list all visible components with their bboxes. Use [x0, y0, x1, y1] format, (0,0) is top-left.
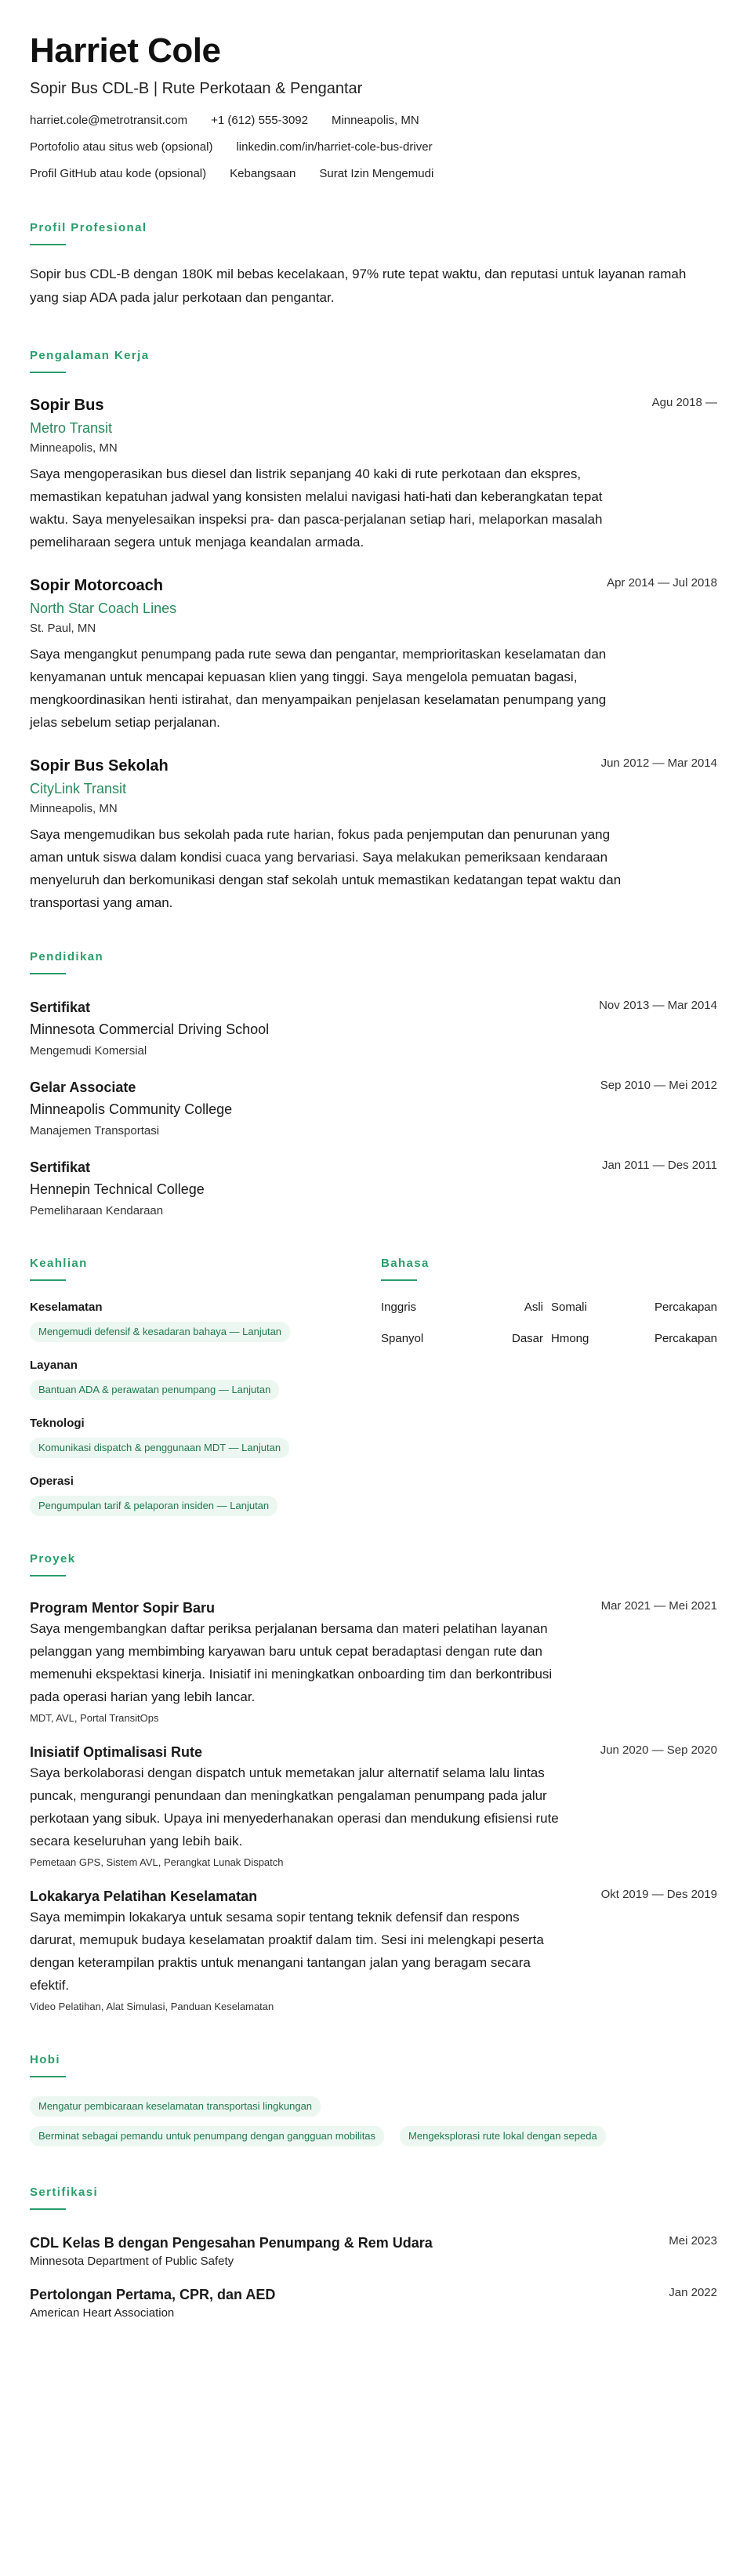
job-title: Sopir Motorcoach — [30, 577, 164, 594]
experience-entry — [30, 575, 717, 734]
education-field: Pemeliharaan Kendaraan — [30, 1204, 164, 1217]
section-divider — [30, 2208, 66, 2210]
section-title-certifications: Sertifikasi — [30, 2186, 99, 2199]
job-company: Metro Transit — [30, 420, 113, 436]
contact-portfolio[interactable]: Portofolio atau situs web (opsional) — [30, 140, 213, 154]
section-divider — [381, 1279, 417, 1281]
section-title-experience: Pengalaman Kerja — [30, 349, 150, 362]
education-field: Manajemen Transportasi — [30, 1124, 160, 1137]
contact-row-primary — [30, 113, 717, 129]
education-school: Minneapolis Community College — [30, 1101, 233, 1117]
certification-issuer: Minnesota Department of Public Safety — [30, 2255, 234, 2268]
skill-tag: Pengumpulan tarif & pelaporan insiden — Lanjutan — [30, 1496, 277, 1516]
hobby-tags — [30, 2096, 717, 2117]
summary-text: Sopir bus CDL-B dengan 180K mil bebas kecelakaan, 97% rute tepat waktu, dan reputasi untuk layanan ramah yang siap ADA pada jalur perkotaan dan pengantar. — [30, 267, 687, 305]
education-school: Hennepin Technical College — [30, 1181, 205, 1197]
section-title-education: Pendidikan — [30, 950, 104, 963]
skill-tag: Mengemudi defensif & kesadaran bahaya — Lanjutan — [30, 1322, 290, 1342]
project-entry — [30, 1598, 717, 1725]
language-name: Inggris — [381, 1301, 417, 1314]
skill-group — [30, 1474, 381, 1516]
section-title-skills: Keahlian — [30, 1257, 88, 1270]
contact-linkedin[interactable]: linkedin.com/in/harriet-cole-bus-driver — [236, 140, 433, 154]
education-school: Minnesota Commercial Driving School — [30, 1021, 270, 1037]
certification-entry — [30, 2233, 717, 2269]
project-entry — [30, 1887, 717, 2014]
contact-email[interactable]: harriet.cole@metrotransit.com — [30, 114, 188, 127]
job-date: Apr 2014 — Jul 2018 — [607, 576, 717, 590]
job-company: North Star Coach Lines — [30, 600, 177, 616]
education-entry — [30, 1158, 717, 1219]
certifications-section — [30, 2186, 717, 2321]
job-company: CityLink Transit — [30, 781, 127, 796]
job-description: Saya mengoperasikan bus diesel dan listrik sepanjang 40 kaki di rute perkotaan dan ekspres, memastikan kepatuhan jadwal yang konsisten melalui navigasi hati-hati dan keberangkatan tepat waktu. Saya menyelesaikan inspeksi pra- dan pasca-perjalanan setiap hari, melaporkan masalah pemeliharaan segera untuk menjaga keandalan armada. — [30, 466, 603, 550]
section-divider — [30, 973, 66, 974]
contact-license: Surat Izin Mengemudi — [319, 167, 434, 180]
certification-entry — [30, 2285, 717, 2321]
skill-category: Keselamatan — [30, 1301, 103, 1314]
skill-group — [30, 1358, 381, 1400]
section-title-projects: Proyek — [30, 1552, 76, 1566]
contact-github[interactable]: Profil GitHub atau kode (opsional) — [30, 167, 207, 180]
contact-location: Minneapolis, MN — [331, 114, 419, 127]
section-divider — [30, 1279, 66, 1281]
contact-row-extra — [30, 166, 717, 182]
skills-section — [30, 1219, 381, 1516]
job-date: Agu 2018 — — [651, 396, 717, 409]
section-divider — [30, 244, 66, 245]
experience-section — [30, 349, 717, 914]
education-degree: Sertifikat — [30, 1000, 91, 1015]
project-name: Lokakarya Pelatihan Keselamatan — [30, 1888, 258, 1904]
project-name: Inisiatif Optimalisasi Rute — [30, 1744, 203, 1760]
language-level: Percakapan — [654, 1332, 717, 1345]
section-title-languages: Bahasa — [381, 1257, 430, 1270]
skill-group — [30, 1300, 381, 1342]
project-description: Saya berkolaborasi dengan dispatch untuk memetakan jalur alternatif selama lalu lintas puncak, mengurangi penundaan dan meningkatkan pengalaman penumpang pada jalur perkotaan yang sibuk. Upaya ini menyederhanakan operasi dan mendukung efisiensi rute secara keseluruhan yang lebih baik. — [30, 1765, 559, 1849]
job-date: Jun 2012 — Mar 2014 — [600, 756, 717, 770]
certification-name: CDL Kelas B dengan Pengesahan Penumpang & Rem Udara — [30, 2235, 433, 2251]
education-field: Mengemudi Komersial — [30, 1044, 147, 1058]
certification-date: Mei 2023 — [669, 2234, 717, 2248]
contact-phone[interactable]: +1 (612) 555-3092 — [211, 114, 308, 127]
skill-category: Layanan — [30, 1359, 78, 1372]
section-title-summary: Profil Profesional — [30, 221, 147, 234]
contact-row-links — [30, 140, 717, 155]
skill-tag: Komunikasi dispatch & penggunaan MDT — Lanjutan — [30, 1438, 289, 1458]
language-name: Somali — [551, 1301, 587, 1314]
summary-section — [30, 221, 717, 310]
hobby-tags — [30, 2126, 717, 2146]
education-entry — [30, 1078, 717, 1139]
job-description: Saya mengemudikan bus sekolah pada rute harian, fokus pada penjemputan dan penurunan yang aman untuk siswa dalam kondisi cuaca yang bervariasi. Saya melakukan pemeriksaan kendaraan menyeluruh dan berkomunikasi dengan staf sekolah untuk memastikan kedatangan tepat waktu dan transportasi yang aman. — [30, 827, 622, 910]
candidate-headline: Sopir Bus CDL-B | Rute Perkotaan & Pengantar — [30, 80, 363, 97]
job-location: Minneapolis, MN — [30, 441, 118, 455]
project-date: Mar 2021 — Mei 2021 — [600, 1599, 717, 1613]
education-section — [30, 950, 717, 1219]
projects-section — [30, 1552, 717, 2014]
certification-issuer: American Heart Association — [30, 2306, 175, 2320]
project-tech: Video Pelatihan, Alat Simulasi, Panduan Keselamatan — [30, 2001, 274, 2012]
education-date: Nov 2013 — Mar 2014 — [599, 999, 717, 1012]
section-divider — [30, 372, 66, 373]
language-name: Hmong — [551, 1332, 589, 1345]
languages-section — [381, 1219, 717, 1516]
job-description: Saya mengangkut penumpang pada rute sewa dan pengantar, memprioritaskan keselamatan dan kenyamanan untuk mencapai kepuasan klien yang tinggi. Saya mengelola pemuatan bagasi, mengkoordinasikan henti istirahat, dan menyampaikan penjelasan keselamatan penumpang yang jelas sebelum setiap perjalanan. — [30, 647, 607, 730]
skill-group — [30, 1416, 381, 1458]
hobby-tag: Mengeksplorasi rute lokal dengan sepeda — [400, 2126, 606, 2146]
project-date: Jun 2020 — Sep 2020 — [600, 1743, 717, 1757]
job-title: Sopir Bus Sekolah — [30, 757, 169, 775]
certification-date: Jan 2022 — [669, 2286, 717, 2299]
project-description: Saya mengembangkan daftar periksa perjalanan bersama dan materi pelatihan layanan pelanggan yang membimbing karyawan baru untuk cepat beradaptasi dengan rute dan memenuhi ekspektasi kinerja. Inisiatif ini meningkatkan onboarding tim dan berkontribusi pada operasi harian yang lebih lancar. — [30, 1621, 553, 1704]
experience-entry — [30, 395, 717, 553]
candidate-name: Harriet Cole — [30, 31, 221, 70]
project-tech: Pemetaan GPS, Sistem AVL, Perangkat Lunak Dispatch — [30, 1856, 284, 1868]
skill-category: Teknologi — [30, 1417, 85, 1430]
job-title: Sopir Bus — [30, 397, 104, 414]
project-name: Program Mentor Sopir Baru — [30, 1600, 216, 1616]
education-date: Sep 2010 — Mei 2012 — [600, 1079, 717, 1092]
skill-tag: Bantuan ADA & perawatan penumpang — Lanjutan — [30, 1380, 279, 1400]
language-level: Percakapan — [654, 1301, 717, 1314]
job-location: Minneapolis, MN — [30, 802, 118, 815]
project-date: Okt 2019 — Des 2019 — [600, 1888, 717, 1901]
education-date: Jan 2011 — Des 2011 — [601, 1159, 717, 1172]
hobby-tag: Berminat sebagai pemandu untuk penumpang dengan gangguan mobilitas — [30, 2126, 384, 2146]
experience-entry — [30, 756, 717, 914]
project-tech: MDT, AVL, Portal TransitOps — [30, 1712, 159, 1724]
job-location: St. Paul, MN — [30, 622, 96, 635]
project-description: Saya memimpin lokakarya untuk sesama sopir tentang teknik defensif dan respons darurat, memupuk budaya keselamatan proaktif dalam tim. Sesi ini melengkapi peserta dengan keterampilan praktis untuk menangani tantangan jalan yang beragam secara efektif. — [30, 1910, 544, 1993]
language-row — [381, 1300, 717, 1315]
language-name: Spanyol — [381, 1332, 424, 1345]
education-entry — [30, 998, 717, 1059]
section-divider — [30, 2076, 66, 2077]
language-level: Asli — [524, 1301, 543, 1314]
resume-header — [30, 31, 717, 182]
skills-languages-row — [30, 1219, 717, 1516]
section-title-hobbies: Hobi — [30, 2053, 60, 2066]
education-degree: Sertifikat — [30, 1159, 91, 1175]
language-level: Dasar — [511, 1332, 543, 1345]
hobbies-section — [30, 2053, 717, 2146]
certification-name: Pertolongan Pertama, CPR, dan AED — [30, 2287, 276, 2302]
skill-category: Operasi — [30, 1475, 74, 1488]
contact-nationality: Kebangsaan — [230, 167, 296, 180]
project-entry — [30, 1743, 717, 1870]
section-divider — [30, 1575, 66, 1576]
language-row — [381, 1331, 717, 1347]
education-degree: Gelar Associate — [30, 1079, 136, 1095]
hobby-tag: Mengatur pembicaraan keselamatan transportasi lingkungan — [30, 2096, 321, 2117]
